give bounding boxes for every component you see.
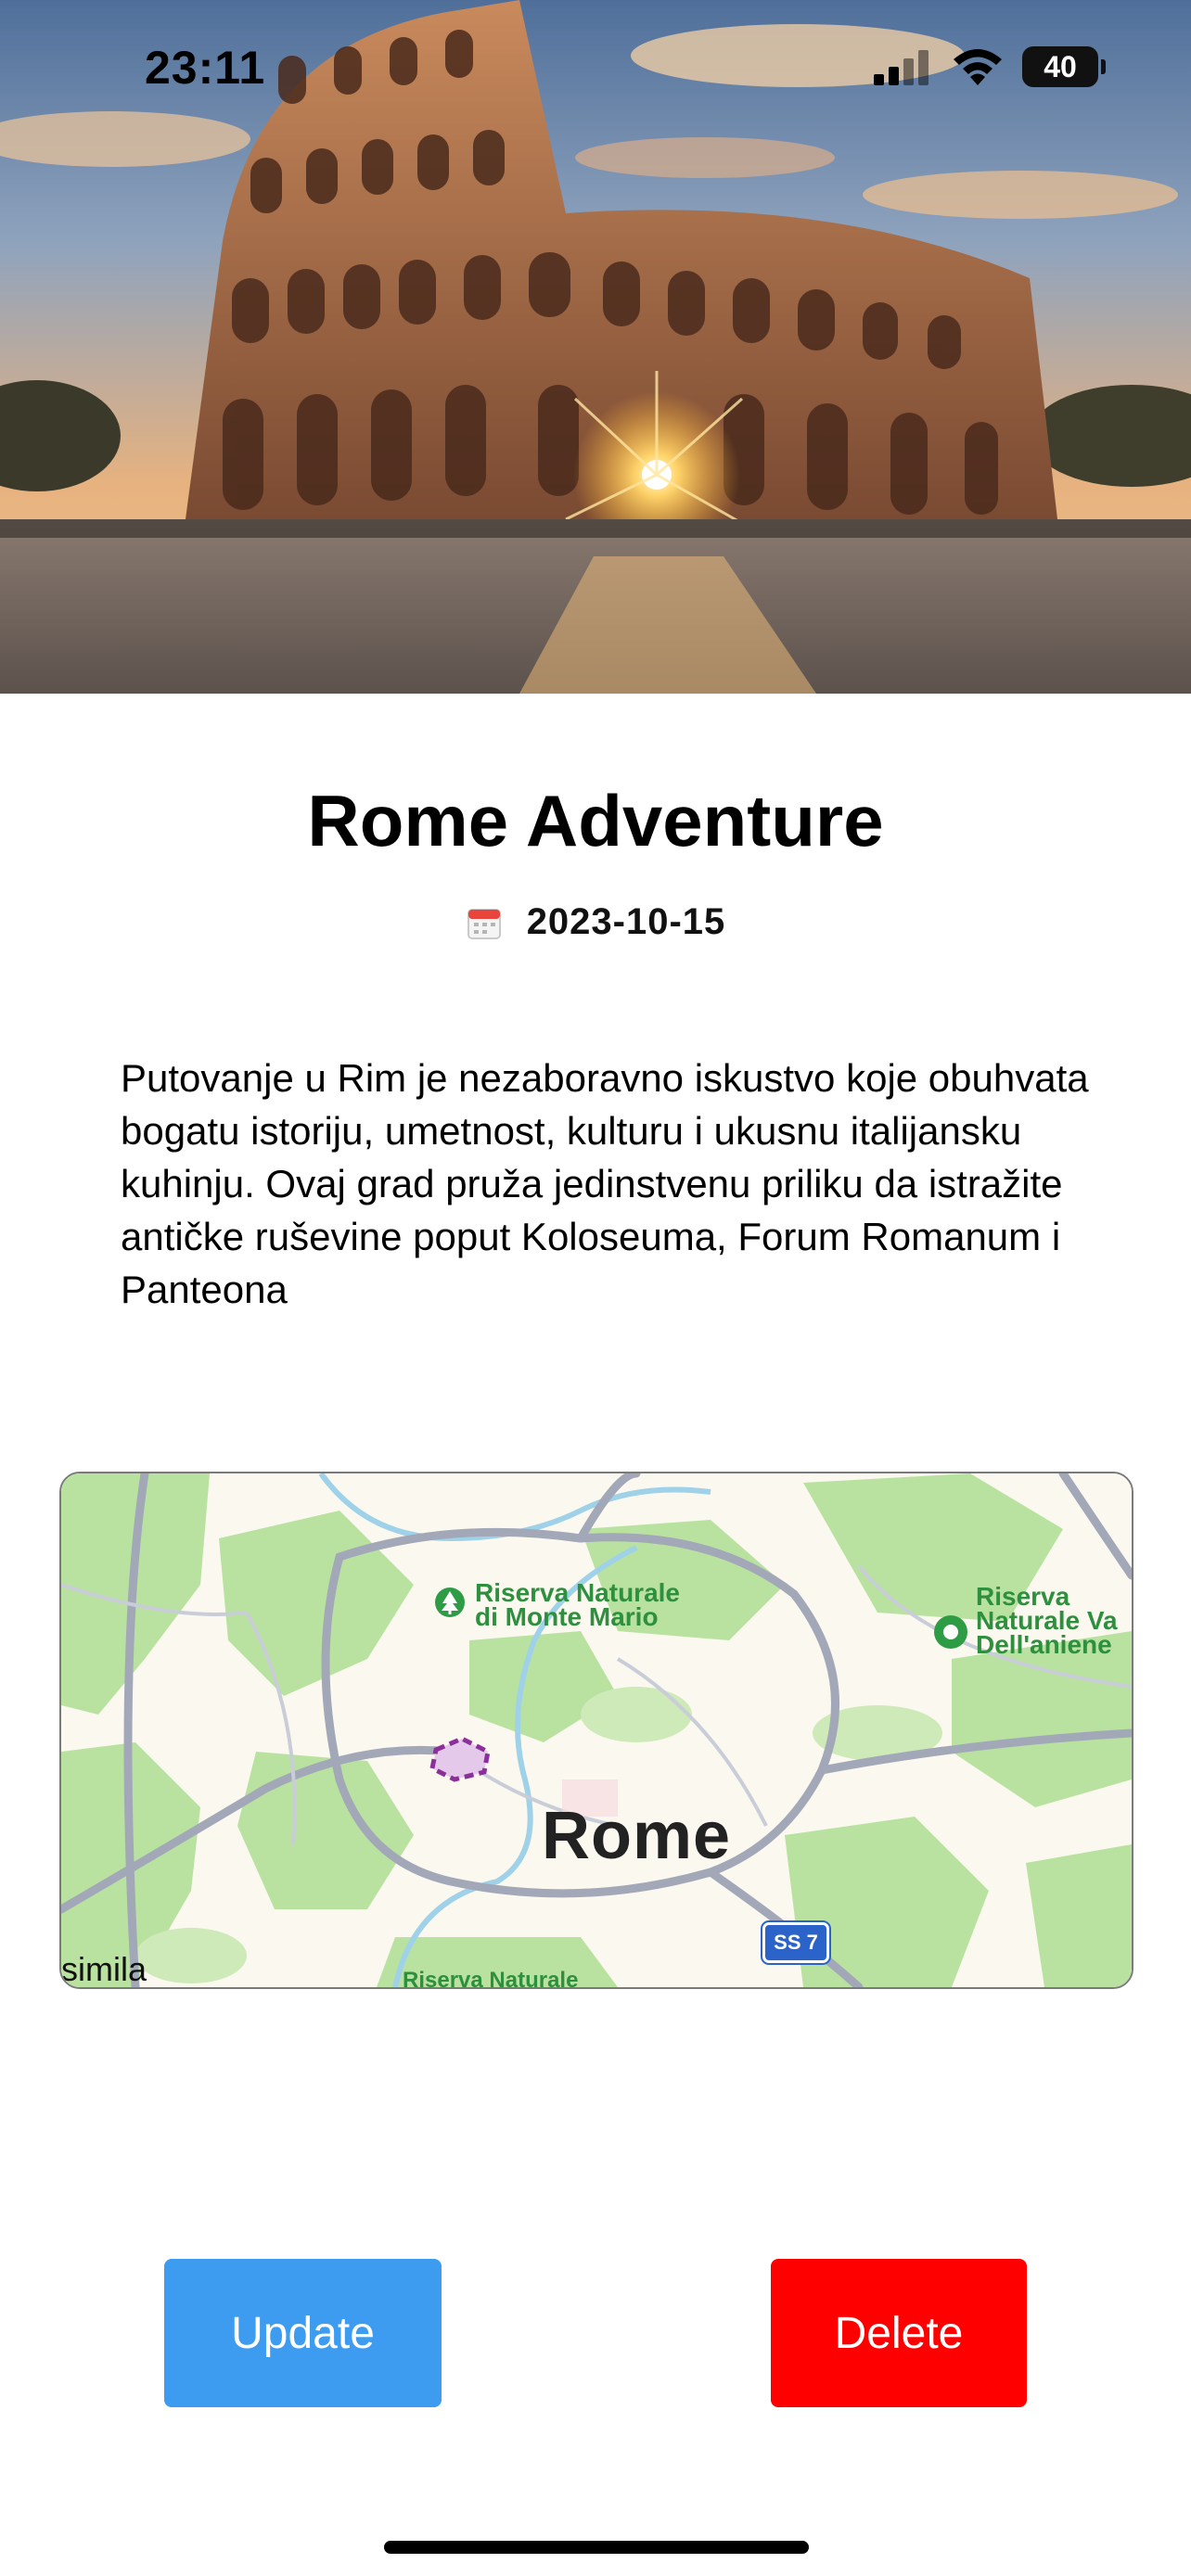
- map-tiles: [61, 1473, 1132, 1987]
- trip-date-row: [0, 901, 1191, 943]
- map-poi-monte-mario[interactable]: Riserva Naturale di Monte Mario: [475, 1578, 681, 1631]
- trip-title: Rome Adventure: [307, 780, 884, 861]
- status-time: 23:11: [145, 42, 266, 94]
- status-bar: [0, 0, 1191, 139]
- battery-indicator: 40: [1022, 46, 1098, 87]
- cellular-signal-icon: [874, 48, 933, 85]
- map-city-label: Rome: [542, 1799, 732, 1873]
- trip-description: Putovanje u Rim je nezaboravno iskustvo koje obuhvata bogatu istoriju, umetnost, kulturu i ukusnu italijansku kuhinju. Ovaj grad pruža jedinstvenu priliku da istražite antičke ruševine poput Koloseuma, Forum Romanum i Panteona: [121, 1056, 1089, 1311]
- home-indicator[interactable]: [384, 2541, 809, 2554]
- update-button[interactable]: Update: [164, 2259, 442, 2407]
- map-poi-bottom: Riserva Naturale: [403, 1968, 579, 1989]
- status-icons: [874, 46, 1098, 87]
- route-badge: SS 7: [762, 1922, 829, 1963]
- tree-icon: [434, 1587, 466, 1618]
- wifi-icon: [950, 46, 1005, 87]
- trip-map[interactable]: [59, 1472, 1133, 1989]
- delete-button[interactable]: Delete: [771, 2259, 1027, 2407]
- trip-date: 2023-10-15: [526, 901, 726, 942]
- park-pin-icon: [933, 1614, 968, 1650]
- map-poi-aniene[interactable]: Riserva Naturale Va Dell'aniene: [976, 1582, 1118, 1659]
- calendar-icon: [466, 904, 503, 941]
- map-attribution[interactable]: simila: [61, 1950, 147, 1988]
